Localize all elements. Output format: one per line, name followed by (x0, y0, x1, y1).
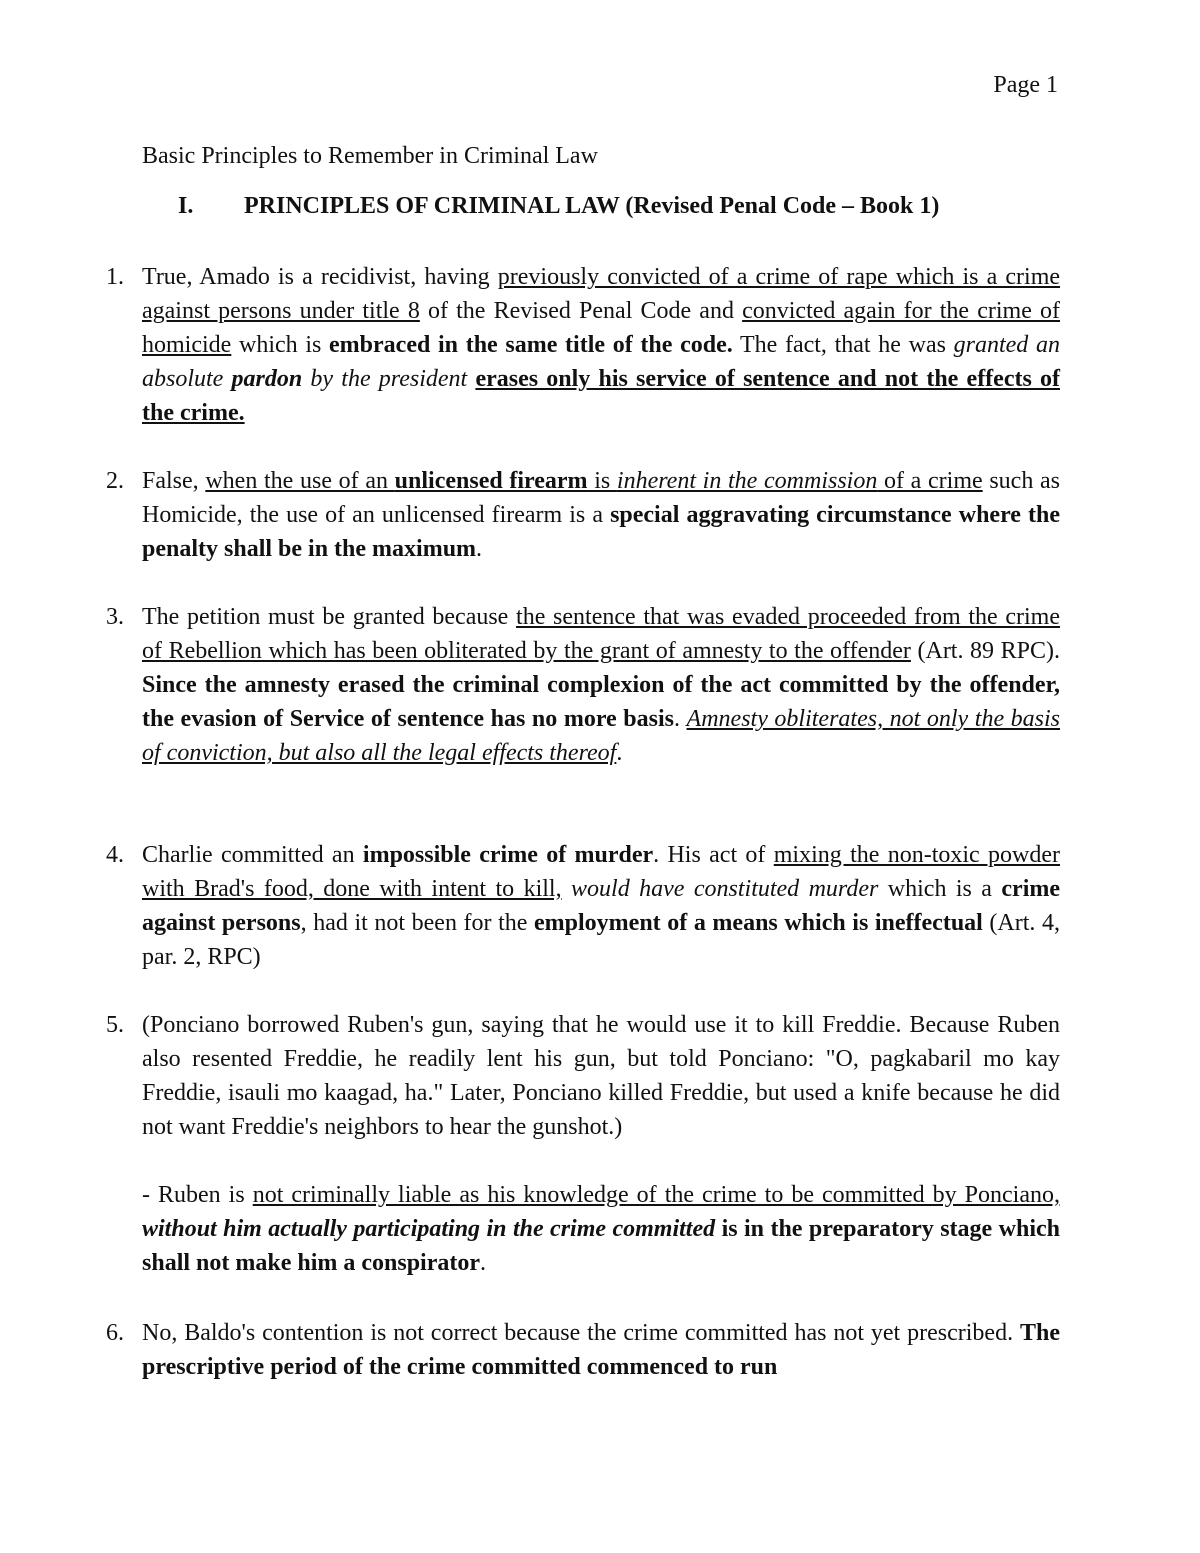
text-run: , had it not been for the (300, 910, 535, 936)
item-body (142, 838, 1060, 974)
item-number: 3. (106, 604, 124, 630)
text-run: the sentence that was evaded proceeded from the crime of Rebellion which has been obliterated by the grant of amnesty to the offender (142, 604, 1060, 664)
section-number: I. (178, 193, 194, 219)
text-run: of the Revised Penal Code and (419, 298, 743, 324)
document-title: Basic Principles to Remember in Criminal Law (142, 143, 598, 169)
text-run: by the president (302, 366, 468, 392)
text-run: is in the preparatory stage which shall not make him a conspirator (142, 1216, 1060, 1276)
text-run: . (673, 706, 687, 732)
item-number: 4. (106, 842, 124, 868)
text-run: which is (231, 332, 330, 358)
list-item (106, 600, 1060, 770)
item-paragraph (142, 1316, 1060, 1384)
text-run: impossible crime of murder (362, 842, 654, 868)
item-number: 5. (106, 1012, 124, 1038)
text-run: Amnesty obliterates, not only the basis of conviction, but also all the legal effects thereof (142, 706, 1061, 766)
text-run: would have constituted murder (571, 876, 879, 902)
item-number: 6. (106, 1320, 124, 1346)
text-run: erases only his service of sentence and not the effects of the crime. (142, 366, 1061, 426)
text-run: mixing the non-toxic powder with Brad's food, done with intent to kill, (142, 842, 1060, 902)
item-number: 1. (106, 264, 124, 290)
text-run: . (476, 536, 483, 562)
text-run: of a crime (877, 468, 983, 494)
text-run: (Ponciano borrowed Ruben's gun, saying that he would use it to kill Freddie. Because Ruben also resented Freddie, he readily lent his gun, but told Ponciano: "O, pagkabaril mo kay Freddie, isauli mo kaagad, ha." Later, Ponciano killed Freddie, but used a knife because he did not want Freddie's neighbors to hear the gunshot.) (142, 1012, 1060, 1140)
text-run: (Art. 4, par. 2, RPC) (142, 910, 1061, 970)
text-run: is (587, 468, 617, 494)
item-number: 2. (106, 468, 124, 494)
text-run: . (616, 740, 623, 766)
text-run: previously convicted of a crime of rape which is a crime against persons under title 8 (142, 264, 1061, 324)
item-paragraph (142, 464, 1060, 566)
text-run: True, Amado is a recidivist, having (142, 264, 498, 290)
text-run: Charlie committed an (142, 842, 363, 868)
text-run: The fact, that he was (732, 332, 954, 358)
text-run: not criminally liable as his knowledge of the crime to be committed by Ponciano, (252, 1182, 1060, 1208)
text-run: False, (142, 468, 206, 494)
item-body (142, 464, 1060, 566)
text-run: No, Baldo's contention is not correct because the crime committed has not yet prescribed. (142, 1320, 1020, 1346)
text-run: Since the amnesty erased the criminal complexion of the act committed by the offender, the evasion of Service of sentence has no more basis (142, 672, 1060, 732)
text-run: embraced in the same title of the code. (329, 332, 733, 358)
text-run: . (480, 1250, 487, 1276)
list-item (106, 1316, 1060, 1384)
item-body (142, 600, 1060, 770)
item-paragraph (142, 838, 1060, 974)
text-run: The petition must be granted because (142, 604, 517, 630)
text-run: convicted again for the crime of homicide (142, 298, 1060, 358)
list-item (106, 838, 1060, 974)
text-run: such as Homicide, the use of an unlicensed firearm is a (142, 468, 1060, 528)
text-run: The prescriptive period of the crime committed commenced to run (142, 1320, 1060, 1380)
item-body (142, 260, 1060, 430)
section-heading-text: PRINCIPLES OF CRIMINAL LAW (Revised Penal Code – Book 1) (244, 193, 940, 219)
text-run: employment of a means which is ineffectual (534, 910, 983, 936)
text-run: when the use of an (205, 468, 395, 494)
text-run: crime against persons (142, 876, 1061, 936)
page-number: Page 1 (993, 72, 1058, 98)
text-run: inherent in the commission (616, 468, 878, 494)
section-heading (178, 193, 939, 220)
list-item (106, 260, 1060, 430)
text-run: which is a (878, 876, 1002, 902)
text-run: (Art. 89 RPC). (910, 638, 1060, 664)
item-paragraph (142, 1008, 1060, 1144)
text-run: granted an absolute (142, 332, 1060, 392)
text-run (562, 876, 571, 902)
list-item (106, 1008, 1060, 1280)
item-paragraph (142, 260, 1060, 430)
item-answer-paragraph (142, 1178, 1060, 1280)
text-run: . His act of (653, 842, 774, 868)
text-run: special aggravating circumstance where the penalty shall be in the maximum (142, 502, 1061, 562)
text-run: - Ruben is (142, 1182, 253, 1208)
item-body (142, 1316, 1060, 1384)
list-item (106, 464, 1060, 566)
text-run: pardon (231, 366, 303, 392)
item-paragraph (142, 600, 1060, 770)
text-run: without him actually participating in the crime committed (142, 1216, 716, 1242)
text-run: unlicensed firearm (394, 468, 588, 494)
item-body (142, 1008, 1060, 1280)
